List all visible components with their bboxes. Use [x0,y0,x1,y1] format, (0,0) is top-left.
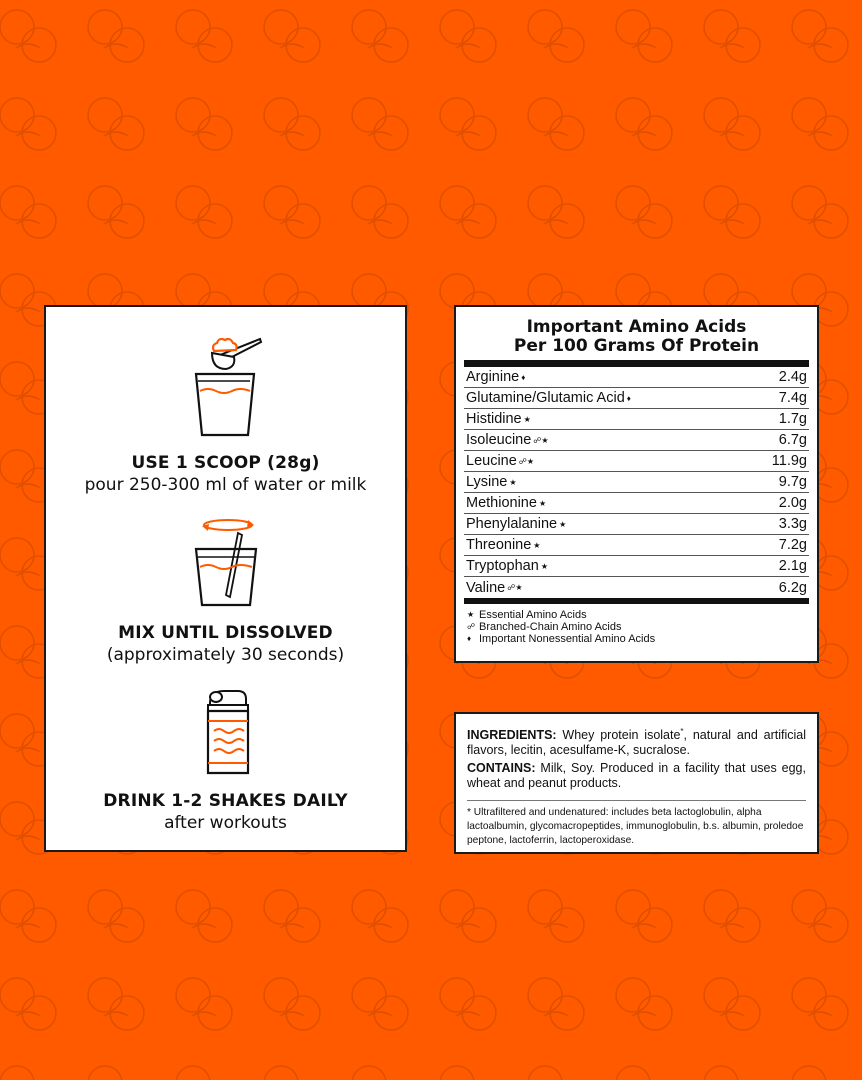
amino-marks: ☍★ [533,435,549,445]
amino-name [466,432,549,448]
amino-marks: ☍★ [518,456,535,466]
amino-value: 6.7g [778,432,807,448]
step-scoop [46,329,405,495]
amino-value: 7.4g [778,390,807,406]
amino-row [464,451,809,472]
amino-value: 2.0g [778,495,807,511]
step-subtitle: pour 250-300 ml of water or milk [84,475,367,495]
amino-row [464,430,809,451]
amino-name [466,453,534,469]
step-subtitle: (approximately 30 seconds) [106,645,345,665]
amino-name-text: Histidine [466,411,522,427]
legend-symbol: ☍ [467,622,476,631]
amino-value: 11.9g [771,453,807,469]
amino-name-text: Leucine [466,453,517,469]
amino-value: 7.2g [778,537,807,553]
amino-name [466,516,566,532]
amino-name [466,580,523,596]
amino-name [466,537,540,553]
shaker-bottle-icon [176,687,276,777]
amino-marks: ♦ [626,393,631,403]
top-rule [464,360,809,367]
contains-text: Milk, Soy. Produced in a facility that uses egg, wheat and peanut products. [467,761,806,791]
ingredients-divider [467,800,806,801]
ingredients-paragraph [467,724,806,758]
amino-name-text: Phenylalanine [466,516,558,532]
amino-value: 6.2g [778,579,807,596]
amino-acids-card [454,305,819,663]
amino-table [464,367,809,598]
amino-name-text: Glutamine/Glutamic Acid [466,390,625,406]
directions-card [44,305,407,852]
amino-name-text: Lysine [466,474,508,490]
amino-row [464,556,809,577]
amino-name [466,558,548,574]
legend-symbol: ♦ [467,634,472,643]
amino-row [464,577,809,598]
legend-item [467,609,807,621]
amino-value: 9.7g [778,474,807,490]
amino-marks: ★ [559,519,567,529]
amino-value: 1.7g [778,411,807,427]
stirring-glass-icon [176,517,276,609]
amino-marks: ★ [538,498,547,508]
step-title: MIX UNTIL DISSOLVED [118,623,333,643]
amino-value: 2.4g [778,369,807,385]
amino-name-text: Methionine [466,495,537,511]
contains-label: CONTAINS: [467,761,536,776]
scoop-into-glass-icon [176,329,276,439]
amino-row [464,514,809,535]
amino-name-text: Tryptophan [466,558,539,574]
amino-row [464,367,809,388]
ingredients-text: Whey protein isolate [556,728,681,743]
amino-marks: ★ [509,477,517,487]
amino-row [464,409,809,430]
step-title: USE 1 SCOOP (28g) [131,453,320,473]
amino-row [464,535,809,556]
amino-name-text: Threonine [466,537,532,553]
ingredients-label: INGREDIENTS: [467,728,557,743]
amino-value: 2.1g [778,558,807,574]
amino-marks: ♦ [521,372,526,382]
amino-marks: ☍★ [507,583,523,592]
amino-row [464,388,809,409]
amino-row [464,472,809,493]
amino-title [456,318,817,356]
amino-name [466,411,531,427]
legend-text: Branched-Chain Amino Acids [479,621,622,633]
ingredients-footnote-mark: * [680,727,684,736]
legend-text: Essential Amino Acids [479,609,587,621]
amino-name [466,390,631,406]
contains-paragraph [467,761,806,791]
amino-name-text: Isoleucine [466,432,532,448]
legend-text: Important Nonessential Amino Acids [479,633,656,645]
amino-name-text: Arginine [466,369,520,385]
step-drink [46,687,405,833]
step-mix [46,517,405,665]
amino-name-text: Valine [466,579,506,596]
amino-title-line2: Per 100 Grams Of Protein [513,336,760,356]
bottom-rule [464,598,809,604]
amino-marks: ★ [523,414,531,424]
amino-name [466,474,517,490]
amino-name [466,369,525,385]
legend-item [467,621,807,633]
amino-title-line1: Important Amino Acids [526,317,747,337]
amino-name [466,495,546,511]
amino-marks: ★ [533,540,541,550]
amino-legend [467,609,807,645]
amino-row [464,493,809,514]
step-title: DRINK 1-2 SHAKES DAILY [103,791,348,811]
ingredients-text-rest: , natural and artificial flavors, lecitin, acesulfame-K, sucralose. [467,728,806,758]
ingredients-footnote: * Ultrafiltered and undenatured: includes beta lactoglobulin, alpha lactoalbumin, glycomacropeptides, immunoglobulin, b.s. albumin, proledoe peptone, lactoferrin, lactoperoxidase. [467,807,804,847]
legend-symbol: ★ [467,610,475,619]
step-subtitle: after workouts [164,813,287,833]
amino-value: 3.3g [778,516,807,532]
amino-marks: ★ [540,561,548,571]
ingredients-card [454,712,819,854]
legend-item [467,633,807,645]
